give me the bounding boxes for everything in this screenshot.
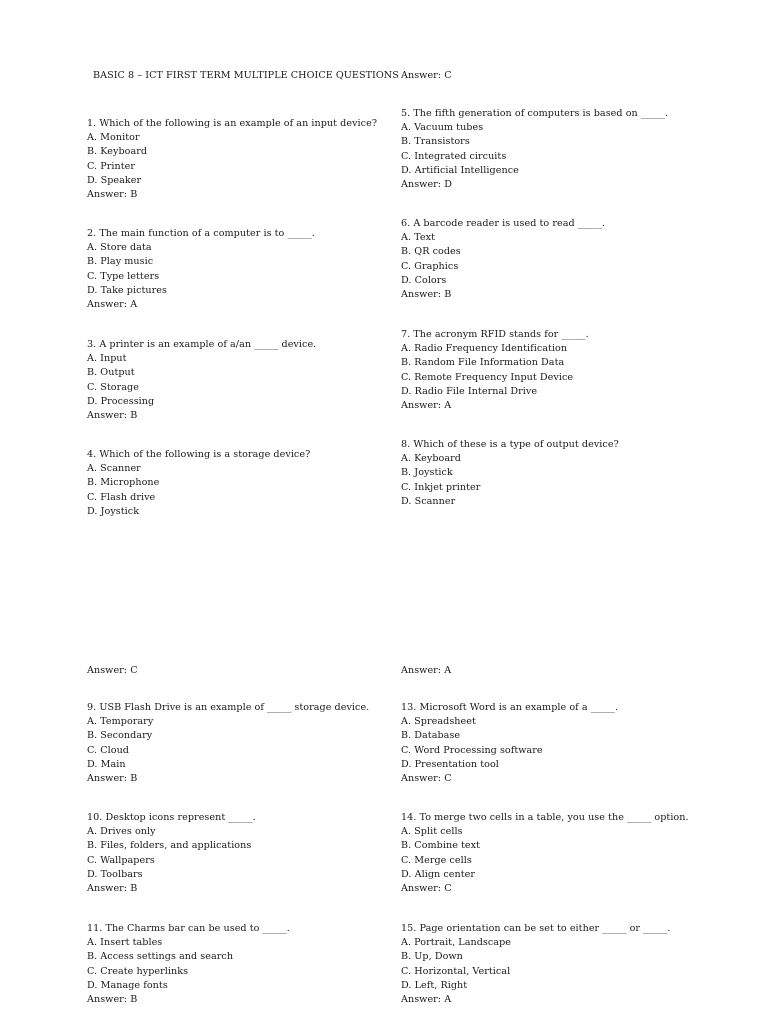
option-c: C. Word Processing software [401,744,543,756]
option-b: B. Random File Information Data [401,357,565,369]
option-b: B. Joystick [401,467,453,479]
question-text: 2. The main function of a computer is to _____. [87,228,315,239]
question-text: 15. Page orientation can be set to either _____ or _____. [401,923,671,934]
option-c: C. Create hyperlinks [87,965,189,977]
answer-line: Answer: C [401,773,452,785]
question-text: 6. A barcode reader is used to read _____. [401,218,606,229]
option-c: C. Type letters [87,270,160,282]
answer-line: Answer: C [401,70,452,81]
question-text: 11. The Charms bar can be used to _____. [87,923,290,934]
question-text: 10. Desktop icons represent _____. [87,812,256,823]
question-block-9 [87,701,369,786]
option-c: C. Graphics [401,260,459,272]
question-text: 4. Which of the following is a storage device? [87,449,311,460]
option-b: B. Play music [87,256,154,268]
question-text: 3. A printer is an example of a/an _____ device. [87,339,317,350]
option-c: C. Inkjet printer [401,481,481,493]
option-c: C. Storage [87,381,139,393]
option-c: C. Cloud [87,744,130,756]
answer-line: Answer: C [87,665,138,676]
option-a: A. Text [401,232,435,244]
option-c: C. Flash drive [87,491,156,503]
option-a: A. Drives only [87,826,156,838]
question-text: 14. To merge two cells in a table, you use the _____ option. [401,812,689,823]
option-a: A. Store data [87,242,152,254]
option-d: D. Toolbars [87,868,143,880]
question-block-2 [87,227,315,312]
answer-line: Answer: B [87,189,138,201]
option-d: D. Radio File Internal Drive [401,385,538,397]
option-d: D. Artificial Intelligence [401,164,519,176]
option-b: B. Transistors [401,136,470,148]
question-block-6 [401,217,605,302]
option-a: A. Portrait, Landscape [401,937,511,949]
question-text: 13. Microsoft Word is an example of a _____. [401,702,619,713]
answer-line: Answer: C [401,883,452,895]
option-a: A. Scanner [87,463,141,475]
option-d: D. Main [87,758,126,770]
option-a: A. Input [87,353,127,365]
question-block-13 [401,701,618,786]
answer-line: Answer: A [87,299,138,311]
document-title: BASIC 8 – ICT FIRST TERM MULTIPLE CHOICE QUESTIONS [93,70,399,81]
option-d: D. Scanner [401,495,456,507]
option-b: B. Database [401,730,461,742]
question-text: 1. Which of the following is an example of an input device? [87,118,378,129]
answer-line: Answer: B [87,773,138,785]
option-d: D. Speaker [87,174,142,186]
option-b: B. Microphone [87,477,160,489]
question-block-7 [401,328,589,413]
option-a: A. Vacuum tubes [401,122,484,134]
answer-line: Answer: A [401,665,452,676]
question-text: 9. USB Flash Drive is an example of _____ storage device. [87,702,370,713]
question-block-4 [87,448,310,519]
option-b: B. QR codes [401,246,461,258]
option-d: D. Left, Right [401,979,468,991]
question-block-1 [87,117,377,202]
option-a: A. Spreadsheet [401,716,476,728]
question-block-11 [87,922,290,1007]
option-d: D. Processing [87,395,155,407]
question-block-15 [401,922,671,1007]
answer-line: Answer: A [401,400,452,412]
answer-line: Answer: A [401,994,452,1006]
option-b: B. Up, Down [401,951,463,963]
answer-line: Answer: B [87,994,138,1006]
option-a: A. Insert tables [87,937,163,949]
question-block-3 [87,338,316,423]
option-d: D. Presentation tool [401,758,499,770]
option-c: C. Wallpapers [87,854,155,866]
answer-line: Answer: B [401,289,452,301]
option-c: C. Remote Frequency Input Device [401,371,574,383]
option-a: A. Keyboard [401,453,461,465]
question-block-14 [401,811,689,896]
option-c: C. Printer [87,160,136,172]
option-d: D. Align center [401,868,475,880]
question-block-8 [401,438,619,509]
option-b: B. Secondary [87,730,153,742]
question-text: 5. The fifth generation of computers is based on _____. [401,108,669,119]
option-b: B. Access settings and search [87,951,234,963]
option-b: B. Files, folders, and applications [87,840,252,852]
option-c: C. Merge cells [401,854,472,866]
option-b: B. Output [87,367,135,379]
option-a: A. Radio Frequency Identification [401,343,568,355]
option-d: D. Take pictures [87,284,167,296]
question-block-5 [401,107,668,192]
option-b: B. Keyboard [87,146,148,158]
option-d: D. Colors [401,274,447,286]
option-a: A. Monitor [87,132,140,144]
option-a: A. Temporary [87,716,154,728]
answer-line: Answer: D [401,179,452,191]
answer-line: Answer: B [87,410,138,422]
question-block-10 [87,811,256,896]
question-text: 8. Which of these is a type of output device? [401,439,619,450]
option-a: A. Split cells [401,826,463,838]
option-b: B. Combine text [401,840,481,852]
answer-line: Answer: B [87,883,138,895]
option-d: D. Joystick [87,505,140,517]
option-d: D. Manage fonts [87,979,168,991]
option-c: C. Integrated circuits [401,150,507,162]
question-text: 7. The acronym RFID stands for _____. [401,329,589,340]
option-c: C. Horizontal, Vertical [401,965,511,977]
